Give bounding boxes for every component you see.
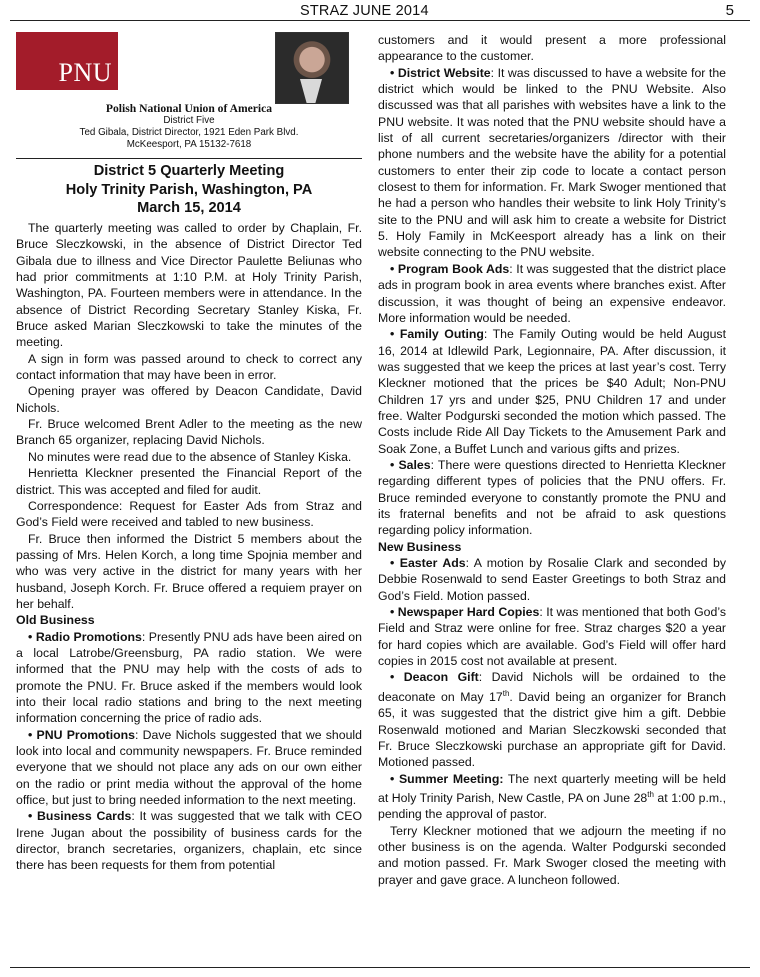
org-name: Polish National Union of America [105,102,273,115]
paragraph: Correspondence: Request for Easter Ads from Straz and God’s Field were received and tabled to new business. [16,498,362,530]
org-district: District Five [163,115,215,126]
director-photo [275,32,349,104]
paragraph: Fr. Bruce welcomed Brent Adler to the meeting as the new Branch 65 organizer, replacing David Nichols. [16,417,362,448]
bullet-item: • Newspaper Hard Copies: It was mentioned that both God’s Field and Straz were online for free. Straz charges $20 a year for hard copies which are available. God’s Field will offer hard copies in 2015 cost not available at present. [378,605,726,669]
title-line-1: District 5 Quarterly Meeting [93,163,285,179]
bullet-label: • Summer Meeting: [390,771,504,786]
paragraph: Fr. Bruce then informed the District 5 members about the passing of Mrs. Helen Korch, a long time Spojnia member and who was very active in the district for many years with her husband, Joseph Korch. Fr. Bruce offered a requiem prayer on her behalf. [16,531,362,611]
section-heading: Old Business [16,613,95,628]
bullet-label: • Sales [390,457,431,472]
footer-rule [10,967,750,968]
paragraph: Opening prayer was offered by Deacon Candidate, David Nichols. [16,384,362,415]
org-divider [16,158,362,159]
bullet-label: • PNU Promotions [28,727,136,742]
page-number: 5 [725,2,734,19]
bullet-label: • Easter Ads [390,556,466,570]
article-title [16,162,362,218]
bullet-item: • Summer Meeting: The next quarterly meeting will be held at Holy Trinity Parish, New Castle, PA on June 28th at 1:00 p.m., pending the approval of pastor. [378,771,727,822]
article-body-left [16,220,362,874]
bullet-item: • Deacon Gift: David Nichols will be ordained to the deaconate on May 17th. David being an organizer for Branch 65, it was suggested that the district give him a gift. Debbie Rosenwald motioned and Marian Sleczkowski seconded that Fr. Bruce Sleczkowski purchase an appropriate gift for David. Motioned passed. [378,670,726,770]
bullet-item: • Radio Promotions: Presently PNU ads have been aired on a local Latrobe/Greensburg, PA radio station. We were informed that the PNU may help with the costs of ads to promote the PNU. Fr. Bruce asked if the members would look into their local radio stations and bring to the next meeting information concerning the price of radio ads. [16,629,362,726]
bullet-label: • Business Cards [28,809,132,824]
paragraph: No minutes were read due to the absence of Stanley Kiska. [28,449,352,464]
org-director-line: Ted Gibala, District Director, 1921 Eden Park Blvd. [79,127,299,138]
bullet-item: • Sales: There were questions directed to Henrietta Kleckner regarding different types of policies that the PNU offers. Fr. Bruce reminded everyone to constantly promote the PNU and its fraternal benefits and not be afraid to ask questions regarding policy information. [378,457,726,538]
bullet-label: • Deacon Gift [390,670,479,685]
bullet-item: • Easter Ads: A motion by Rosalie Clark and seconded by Debbie Rosenwald to send Easter Greetings to both Straz and God’s Field. Motion passed. [378,556,726,603]
bullet-item: • Family Outing: The Family Outing would be held August 16, 2014 at Idlewild Park, Legionnaire, PA. After discussion, it was suggested that we keep the prices at last year’s cost. Terry Kleckner motioned that the prices be $40 Adult; Non-PNU Children 17 yrs and under $25, PNU Children 17 and under free. Walter Podgurski seconded the motion which passed. The Costs include Ride All Day Tickets to the Amusement Park and Soak Zone, a Buffet Lunch and various gifts and prizes. [378,327,726,456]
paragraph: The quarterly meeting was called to order by Chaplain, Fr. Bruce Sleczkowski, in the absence of District Director Ted Gibala due to illness and Vice Director Paulette Beliunas who had prior commitments at 1:10 P.M. at Holy Trinity Parish, Washington, PA. Fourteen members were in attendance. In the absence of District Recording Secretary Stanley Kiska, Fr. Bruce asked Marian Sleczkowski to take the minutes of the meeting. [16,221,362,350]
paragraph: A sign in form was passed around to check to correct any contact information that may have been in error. [16,351,362,383]
bullet-label: • Radio Promotions [28,629,142,644]
bullet-item: • District Website: It was discussed to have a website for the district which would be linked to the PNU Website. Also discussed was that all parishes with websites have a link to the PNU website. It was noted that the PNU website should have a list of all current secretaries/organizers /director with their phone numbers and the website have the ability for a potential customers to enter their zip code to locate a contact person closest to them for information. Fr. Mark Swoger mentioned that he had a person who handles their website to link Holy Trinity’s site to the PNU and will ask him to create a website for District 5. Holy Family in McKeesport already has a link on their website connecting to the PNU website. [378,65,726,260]
paragraph: Henrietta Kleckner presented the Financial Report of the district. This was accepted and filed for audit. [16,466,362,497]
pnu-logo [16,32,118,90]
logo-text: PNU [58,58,112,87]
bullet-label: • Family Outing [390,327,484,342]
bullet-label: • Program Book Ads [390,261,510,276]
bullet-item: • Business Cards: It was suggested that we talk with CEO Irene Jugan about the possibility of business cards for the director, branch secretaries, organizers, chaplain, etc since there has been requests for them from potential [16,809,363,873]
org-info [16,102,362,151]
org-city-line: McKeesport, PA 15132-7618 [126,139,252,150]
bullet-item: • PNU Promotions: Dave Nichols suggested that we should look into local and community newspapers. Fr. Bruce reminded everyone that we should not place any ads on our own either on the radio or print media without the approval of the home office, but just to bring needed information to the next meeting. [16,727,363,808]
right-column [378,32,726,888]
section-heading: New Business [378,539,462,554]
bullet-label: • District Website [390,65,491,80]
bullet-item: • Program Book Ads: It was suggested that the district place ads in program book in area events where branches exist. After discussion, it was thought of being an expensive endeavor. More information would be needed. [378,261,727,325]
paragraph: customers and it would present a more professional appearance to the customer. [378,33,726,64]
paragraph: Terry Kleckner motioned that we adjourn the meeting if no other business is on the agenda. Walter Podgurski seconded and motion passed. Fr. Mark Swoger closed the meeting with prayer and gave grace. A luncheon followed. [378,823,726,887]
header-rule [10,20,750,21]
masthead: STRAZ JUNE 2014 [300,3,429,19]
title-line-2: Holy Trinity Parish, Washington, PA [65,181,313,198]
bullet-label: • Newspaper Hard Copies [390,605,540,620]
title-line-3: March 15, 2014 [137,200,241,216]
